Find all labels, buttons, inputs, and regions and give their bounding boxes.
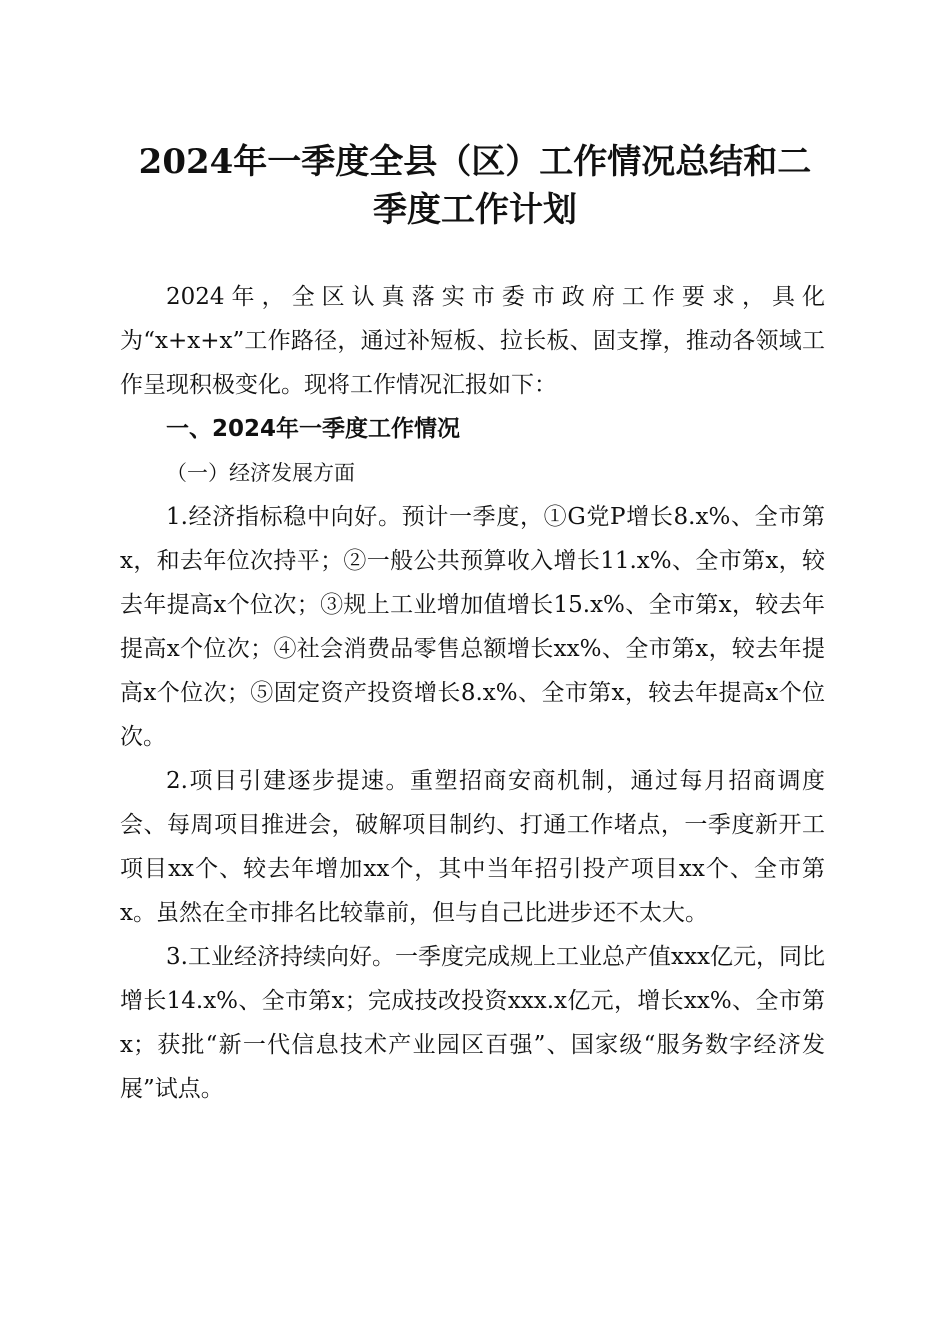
subsection-heading: （一）经济发展方面 [166,461,355,485]
title-line-2: 季度工作计划 [373,190,577,230]
intro-paragraph: 2024年，全区认真落实市委市政府工作要求，具化为“x+x+x”工作路径，通过补短板、拉长板、固支撑，推动各领域工作呈现积极变化。现将工作情况汇报如下： [120,284,825,398]
title-line-1: 2024年一季度全县（区）工作情况总结和二 [138,142,812,182]
document-body [120,275,825,1111]
paragraph-item-1: 1.经济指标稳中向好。预计一季度，①G党P增长8.x%、全市第x，和去年位次持平；②一般公共预算收入增长11.x%、全市第x，较去年提高x个位次；③规上工业增加值增长15.x%、全市第x，较去年提高x个位次；④社会消费品零售总额增长xx%、全市第x，较去年提高x个位次；⑤固定资产投资增长8.x%、全市第x，较去年提高x个位次。 [120,504,825,750]
document-title [110,138,840,234]
section-heading: 一、2024年一季度工作情况 [166,416,461,442]
paragraph-item-2: 2.项目引建逐步提速。重塑招商安商机制，通过每月招商调度会、每周项目推进会，破解项目制约、打通工作堵点，一季度新开工项目xx个、较去年增加xx个，其中当年招引投产项目xx个、全市第x。虽然在全市排名比较靠前，但与自己比进步还不太大。 [120,768,825,926]
paragraph-item-3: 3.工业经济持续向好。一季度完成规上工业总产值xxx亿元，同比增长14.x%、全市第x；完成技改投资xxx.x亿元，增长xx%、全市第x；获批“新一代信息技术产业园区百强”、国家级“服务数字经济发展”试点。 [120,944,825,1102]
